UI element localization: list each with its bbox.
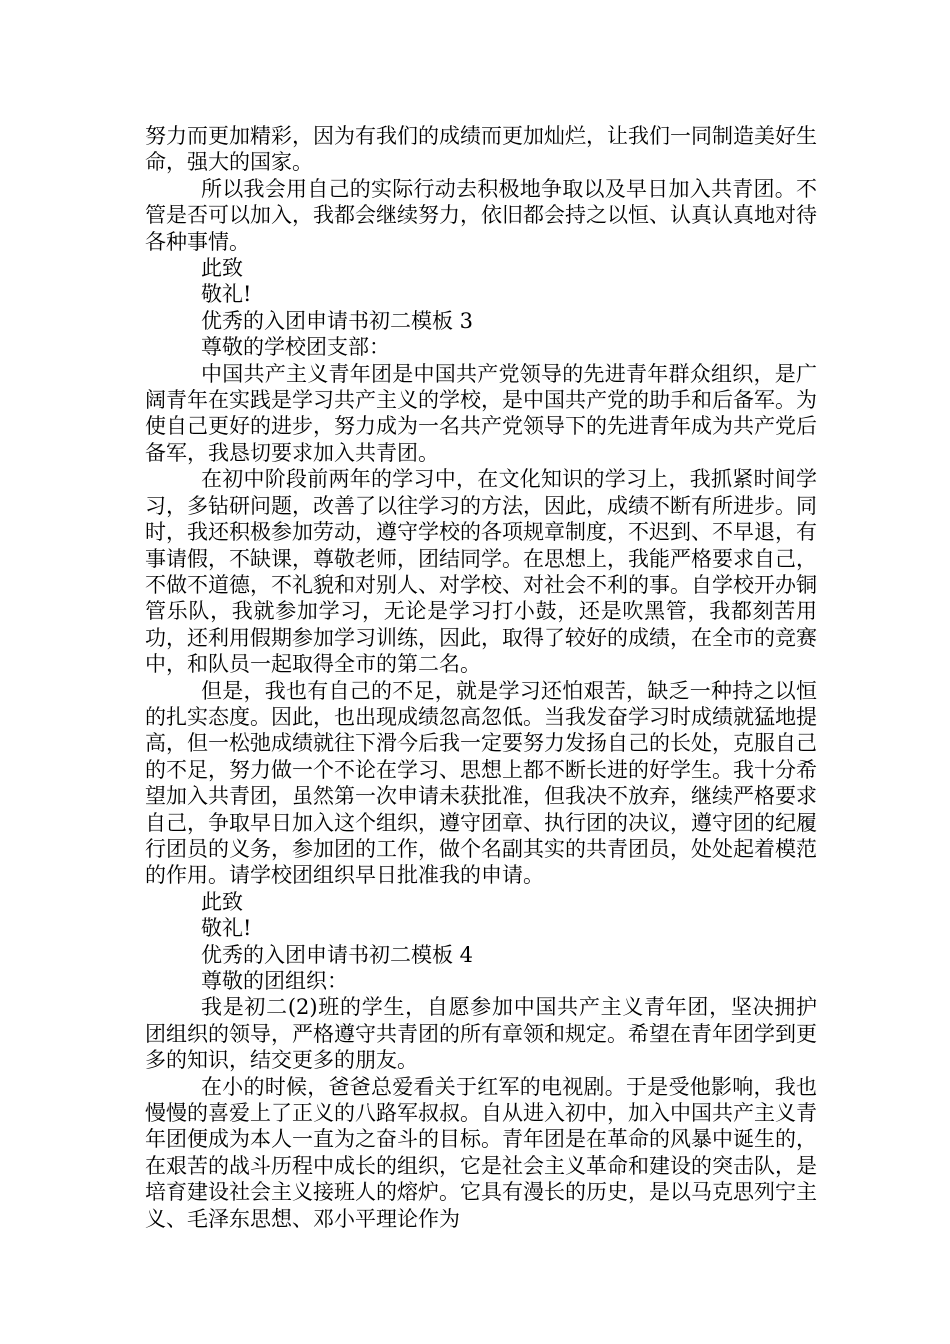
paragraph-2: 所以我会用自己的实际行动去积极地争取以及早日加入共青团。不管是否可以加入，我都会继续努力，依旧都会持之以恒、认真认真地对待各种事情。 [145, 176, 817, 254]
paragraph-shortcomings: 但是，我也有自己的不足，就是学习还怕艰苦，缺乏一种持之以恒的扎实态度。因此，也出现成绩忽高忽低。当我发奋学习时成绩就猛地提高，但一松弛成绩就往下滑今后我一定要努力发扬自己的长处，克服自己的不足，努力做一个不论在学习、思想上都不断长进的好学生。我十分希望加入共青团，虽然第一次申请未获批准，但我决不放弃，继续严格要求自己，争取早日加入这个组织，遵守团章、执行团的决议，遵守团的纪履行团员的义务，参加团的工作，做个名副其实的共青团员，处处起着模范的作用。请学校团组织早日批准我的申请。 [145, 678, 817, 888]
paragraph-self-intro: 我是初二(2)班的学生，自愿参加中国共产主义青年团，坚决拥护团组织的领导，严格遵守共青团的所有章领和规定。希望在青年团学到更多的知识，结交更多的朋友。 [145, 995, 817, 1073]
closing-regards-2: 敬礼! [201, 916, 252, 941]
greeting-school-branch: 尊敬的学校团支部： [201, 335, 390, 360]
paragraph-study-record: 在初中阶段前两年的学习中，在文化知识的学习上，我抓紧时间学习，多钻研问题，改善了以往学习的方法，因此，成绩不断有所进步。同时，我还积极参加劳动，遵守学校的各项规章制度，不迟到、不早退，有事请假，不缺课，尊敬老师，团结同学。在思想上，我能严格要求自己，不做不道德，不礼貌和对别人、对学校、对社会不利的事。自学校开办铜管乐队，我就参加学习，无论是学习打小鼓，还是吹黑管，我都刻苦用功，还利用假期参加学习训练，因此，取得了较好的成绩，在全市的竞赛中，和队员一起取得全市的第二名。 [145, 467, 817, 677]
paragraph-intro-league: 中国共产主义青年团是中国共产党领导的先进青年群众组织，是广阔青年在实践是学习共产主义的学校，是中国共产党的助手和后备军。为使自己更好的进步，努力成为一名共产党领导下的先进青年成为共产党后备军，我恳切要求加入共青团。 [145, 361, 817, 465]
closing-regards: 敬礼! [201, 282, 252, 307]
closing-salutation-2: 此致 [201, 889, 243, 914]
section-heading-template-4: 优秀的入团申请书初二模板 4 [201, 942, 474, 967]
section-heading-template-3: 优秀的入团申请书初二模板 3 [201, 308, 474, 333]
document-body [145, 123, 817, 1232]
paragraph-childhood: 在小的时候，爸爸总爱看关于红军的电视剧。于是受他影响，我也慢慢的喜爱上了正义的八路军叔叔。自从进入初中，加入中国共产主义青年团便成为本人一直为之奋斗的目标。青年团是在革命的风暴中诞生的，在艰苦的战斗历程中成长的组织，它是社会主义革命和建设的突击队，是培育建设社会主义接班人的熔炉。它具有漫长的历史，是以马克思列宁主义、毛泽东思想、邓小平理论作为 [145, 1074, 817, 1231]
paragraph-1: 努力而更加精彩，因为有我们的成绩而更加灿烂，让我们一同制造美好生命，强大的国家。 [145, 124, 817, 175]
greeting-organization: 尊敬的团组织： [201, 969, 348, 993]
closing-salutation: 此致 [201, 256, 243, 281]
